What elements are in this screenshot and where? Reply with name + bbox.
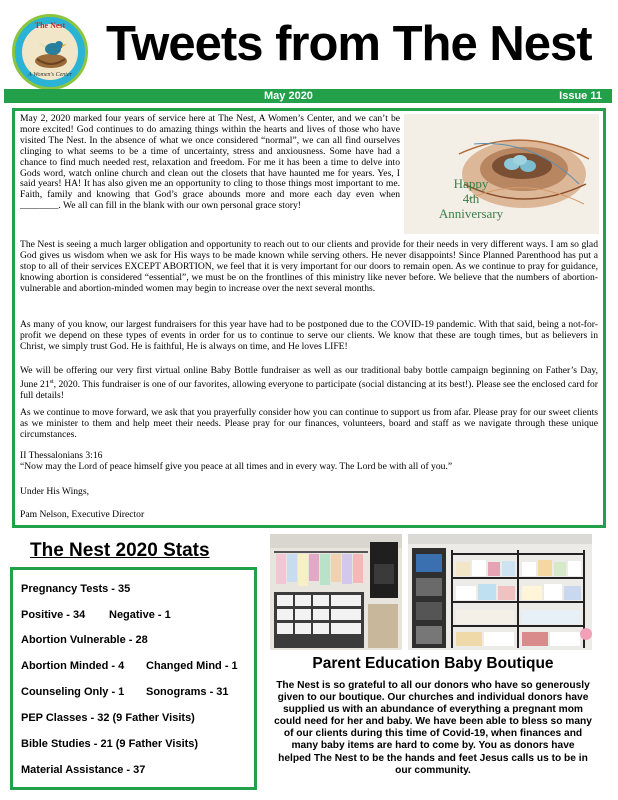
issue-bar (4, 89, 612, 103)
supply-shelves-image (408, 534, 592, 650)
anniversary-line-1: Happy (453, 176, 489, 191)
verse-reference: II Thessalonians 3:16 (20, 450, 103, 461)
p4-before: We will be offering our very first virtual online Baby Bottle fundraiser as well as our traditional baby bottle campaign beginning on Father’s Day, June 21 (20, 365, 598, 391)
boutique-photo-shelves (408, 534, 592, 650)
verse-text: “Now may the Lord of peace himself give you peace at all times and in every way. The Lord be with all of you.” (20, 460, 453, 472)
anniversary-line-2: 4th (462, 191, 480, 206)
letter-closing: Under His Wings, (20, 486, 89, 497)
nest-logo (12, 14, 88, 90)
stats-box (10, 567, 257, 790)
p4-sup: st (49, 378, 54, 385)
boutique-photo-clothing (270, 534, 402, 650)
letter-paragraph-4 (20, 366, 598, 402)
anniversary-image (404, 114, 599, 234)
letter-paragraph-1: May 2, 2020 marked four years of service here at The Nest, A Women’s Center, and we can’t be more excited! God continues to do amazing things within the hearts and lives of those who have visited The Nest. In the absence of what we once considered “normal”, we can all find ourselves clinging to what seems to be a time of uncertainty, stress and anxiousness. Some have had a chance to find much needed rest, relaxation and freedom. For me it has been a time to delve into Gods word, watch online church and clean out the closets that have haunted me for years. Yes, I said years! HA! It has also given me an opportunity to cling to those things most important to me. Faith, family and knowing that God’s grace abounds more and more each day even when ________. We all can fill in the blank with our own personal grace story! (20, 113, 400, 212)
scripture-verse (20, 451, 598, 473)
stat-positive: Positive - 34 (21, 609, 86, 621)
boutique-title: Parent Education Baby Boutique (312, 655, 554, 672)
anniversary-caption (426, 176, 516, 221)
logo-top-text: The Nest (34, 21, 66, 30)
letter-paragraph-2: The Nest is seeing a much larger obligation and opportunity to reach out to our clients and provide for their needs in very different ways. I am so glad God gives us wisdom when we ask for His ways to be made known while serving others. He never disappoints! Since Planned Parenthood has put a stop to all of their services EXCEPT ABORTION, we feel that it is very important for our doors to remain open. As we continue to pray for guidance, knowing abortion is considered “essential”, we must be on the frontlines of this ministry like never before. We believe that the numbers of abortion-vulnerable and abortion-minded women may begin to increase over the next several months. (20, 239, 598, 294)
p4-after: , 2020. This fundraiser is one of our favorites, allowing everyone to participate (social distancing at its best!). Please see the enclosed card for full details! (20, 379, 598, 401)
letter-paragraph-5: As we continue to move forward, we ask that you prayerfully consider how you can continue to support us from afar. Please pray for our sweet clients as we minister to them and help meet their needs. Please pray for our finances, volunteers, board and staff as we navigate through these unique circumstances. (20, 407, 598, 440)
stat-material-assistance: Material Assistance - 37 (21, 764, 146, 776)
letter-signature: Pam Nelson, Executive Director (20, 509, 145, 520)
stat-abortion-vulnerable: Abortion Vulnerable - 28 (21, 634, 148, 646)
stat-negative: Negative - 1 (109, 609, 171, 621)
stat-changed-mind: Changed Mind - 1 (146, 660, 238, 672)
stats-title: The Nest 2020 Stats (30, 540, 210, 561)
stat-abortion-minded: Abortion Minded - 4 (21, 660, 125, 672)
bird-nest-icon (31, 35, 71, 71)
stat-pregnancy-tests: Pregnancy Tests - 35 (21, 583, 131, 595)
stat-sonograms: Sonograms - 31 (146, 686, 229, 698)
newsletter-title: Tweets from The Nest (106, 17, 592, 71)
clothing-rack-image (270, 534, 402, 650)
anniversary-line-3: Anniversary (438, 206, 504, 221)
logo-bottom-text: A Women's Center (28, 72, 72, 78)
issue-date: May 2020 (264, 90, 313, 102)
stat-bible-studies: Bible Studies - 21 (9 Father Visits) (21, 738, 199, 750)
letter-paragraph-3: As many of you know, our largest fundraisers for this year have had to be postponed due to the COVID-19 pandemic. With that said, being a not-for-profit we depend on these types of events in order for us to continue to serve our clients. We know that these are tough times, but as believers in Christ, we simply trust God. He is faithful, He is always on time, and He loves LIFE! (20, 319, 598, 352)
issue-number: Issue 11 (559, 90, 602, 102)
boutique-body: The Nest is so grateful to all our donors who have so generously given to our boutique. Our churches and individual donors have supplied us with an abundance of everything a pregnant mom could need for her and baby. We have been able to bless so many of our clients during this time of Covid-19, when finances and many baby items are hard to come by. You as donors have helped The Nest to be the hands and feet Jesus calls us to be in our community. (274, 680, 592, 776)
stat-pep-classes: PEP Classes - 32 (9 Father Visits) (21, 712, 195, 724)
stat-counseling-only: Counseling Only - 1 (21, 686, 125, 698)
